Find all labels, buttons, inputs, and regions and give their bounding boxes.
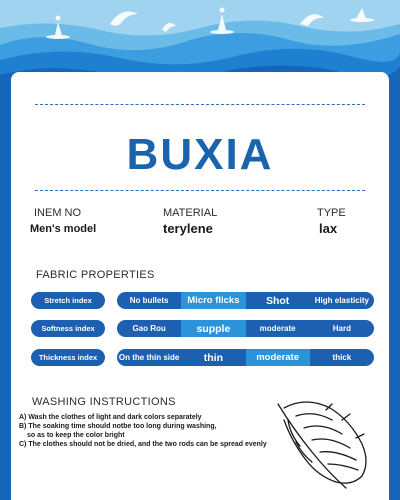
softness-option: Gao Rou — [132, 324, 166, 333]
stretch-option-selected: Micro flicks — [181, 292, 245, 309]
softness-option-selected: supple — [181, 320, 245, 337]
thickness-option-selected: moderate — [246, 349, 310, 366]
softness-index-label: Softness index — [31, 320, 105, 337]
washing-line: A) Wash the clothes of light and dark colors separately — [19, 414, 202, 421]
washing-title: WASHING INSTRUCTIONS — [32, 396, 176, 408]
washing-line: C) The clothes should not be dried, and the two rods can be spread evenly — [19, 441, 267, 448]
feather-icon — [266, 390, 376, 490]
softness-option: Hard — [332, 324, 351, 333]
thickness-option: thick — [332, 353, 352, 362]
stretch-option: No bullets — [129, 296, 169, 305]
thickness-option: On the thin side — [118, 353, 180, 362]
info-value-material: terylene — [163, 221, 213, 236]
info-value-style: Men's model — [30, 223, 97, 235]
stretch-index-label: Stretch index — [31, 292, 105, 309]
thickness-index-label: Thickness index — [31, 349, 105, 366]
washing-line: so as to keep the color bright — [27, 432, 125, 439]
thickness-option: thin — [203, 351, 223, 364]
top-divider — [35, 104, 365, 105]
washing-line: B) The soaking time should notbe too long during washing, — [19, 423, 217, 430]
washing-instructions — [19, 413, 267, 449]
info-label-type: TYPE — [317, 207, 346, 219]
stretch-option: Shot — [265, 294, 290, 307]
thickness-index-bar — [117, 349, 374, 366]
softness-index-bar — [117, 320, 374, 337]
brand-title: BUXIA — [126, 130, 274, 179]
softness-option: moderate — [259, 324, 296, 333]
info-label-material: MATERIAL — [163, 207, 218, 219]
info-value-type: lax — [319, 221, 338, 236]
info-label-style: INEM NO — [34, 207, 82, 219]
bottom-divider — [35, 190, 365, 191]
label-card — [11, 72, 389, 500]
stretch-option: High elasticity — [314, 296, 369, 305]
fabric-title: FABRIC PROPERTIES — [36, 269, 155, 281]
stretch-index-bar — [117, 292, 374, 309]
